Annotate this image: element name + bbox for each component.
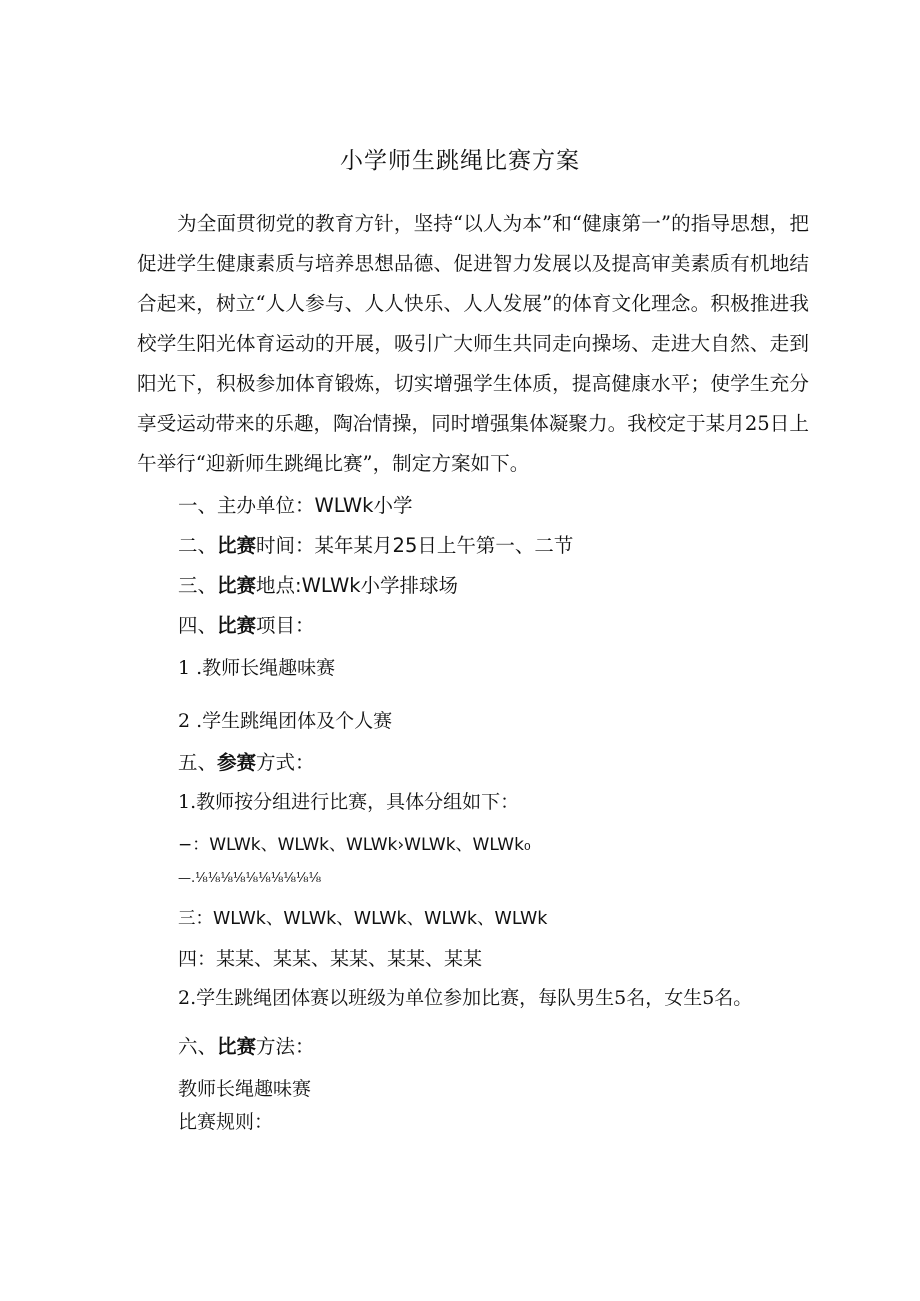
section-method — [178, 1031, 315, 1059]
section-participation-bold: 参赛 — [217, 751, 257, 774]
document-title: 小学师生跳绳比赛方案 — [340, 148, 580, 174]
section-events-prefix: 四、 — [178, 614, 218, 637]
section-time-label: 时间： — [256, 534, 315, 557]
event-item-teachers: 1 .教师长绳趣味赛 — [178, 657, 336, 679]
section-events-bold: 比赛 — [217, 614, 257, 637]
group-three: 三：WLWk、WLWk、WLWk、WLWk、WLWk — [178, 909, 548, 929]
intro-paragraph: 为全面贯彻党的教育方针，坚持“以人为本”和“健康第一”的指导思想，把促进学生健康素质与培养思想品德、促进智力发展以及提高审美素质有机地结合起来，树立“人人参与、人人快乐、人人发展”的体育文化理念。积极推进我校学生阳光体育运动的开展，吸引广大师生共同走向操场、走进大自然、走到阳光下，积极参加体育锻炼，切实增强学生体质，提高健康水平；使学生充分享受运动带来的乐趣，陶冶情操，同时增强集体凝聚力。我校定于某月25日上午举行“迎新师生跳绳比赛”，制定方案如下。 — [137, 212, 809, 475]
section-location-value: WLWk小学排球场 — [301, 574, 459, 597]
section-location — [178, 570, 458, 598]
section-time-prefix: 二、 — [178, 534, 218, 557]
section-participation-prefix: 五、 — [178, 751, 218, 774]
section-method-prefix: 六、 — [178, 1035, 218, 1058]
participation-students: 2.学生跳绳团体赛以班级为单位参加比赛，每队男生5名，女生5名。 — [178, 987, 753, 1009]
section-events — [178, 610, 315, 638]
section-method-bold: 比赛 — [217, 1035, 257, 1058]
section-time — [178, 530, 573, 558]
event-item-students: 2 .学生跳绳团体及个人赛 — [178, 710, 393, 732]
section-location-label: 地点: — [256, 574, 302, 597]
section-organizer — [178, 490, 412, 518]
section-events-label: 项目： — [256, 614, 315, 637]
method-name: 教师长绳趣味赛 — [178, 1078, 312, 1100]
section-organizer-value: WLWk小学 — [314, 494, 413, 517]
section-organizer-label: 一、主办单位： — [178, 494, 315, 517]
section-location-bold: 比赛 — [217, 574, 257, 597]
section-time-value: 某年某月25日上午第一、二节 — [314, 534, 574, 557]
participation-teachers: 1.教师按分组进行比赛，具体分组如下： — [178, 791, 520, 813]
section-location-prefix: 三、 — [178, 574, 218, 597]
section-time-bold: 比赛 — [217, 534, 257, 557]
rules-label: 比赛规则： — [178, 1111, 274, 1133]
section-participation — [178, 747, 315, 775]
section-method-label: 方法： — [256, 1035, 315, 1058]
section-participation-label: 方式： — [256, 751, 315, 774]
group-four: 四：某某、某某、某某、某某、某某 — [178, 948, 483, 970]
group-one: −：WLWk、WLWk、WLWk›WLWk、WLWk₀ — [178, 835, 531, 855]
group-two: —.⅛⅛⅛⅛⅛⅛⅛⅛⅛⅛ — [178, 871, 322, 886]
